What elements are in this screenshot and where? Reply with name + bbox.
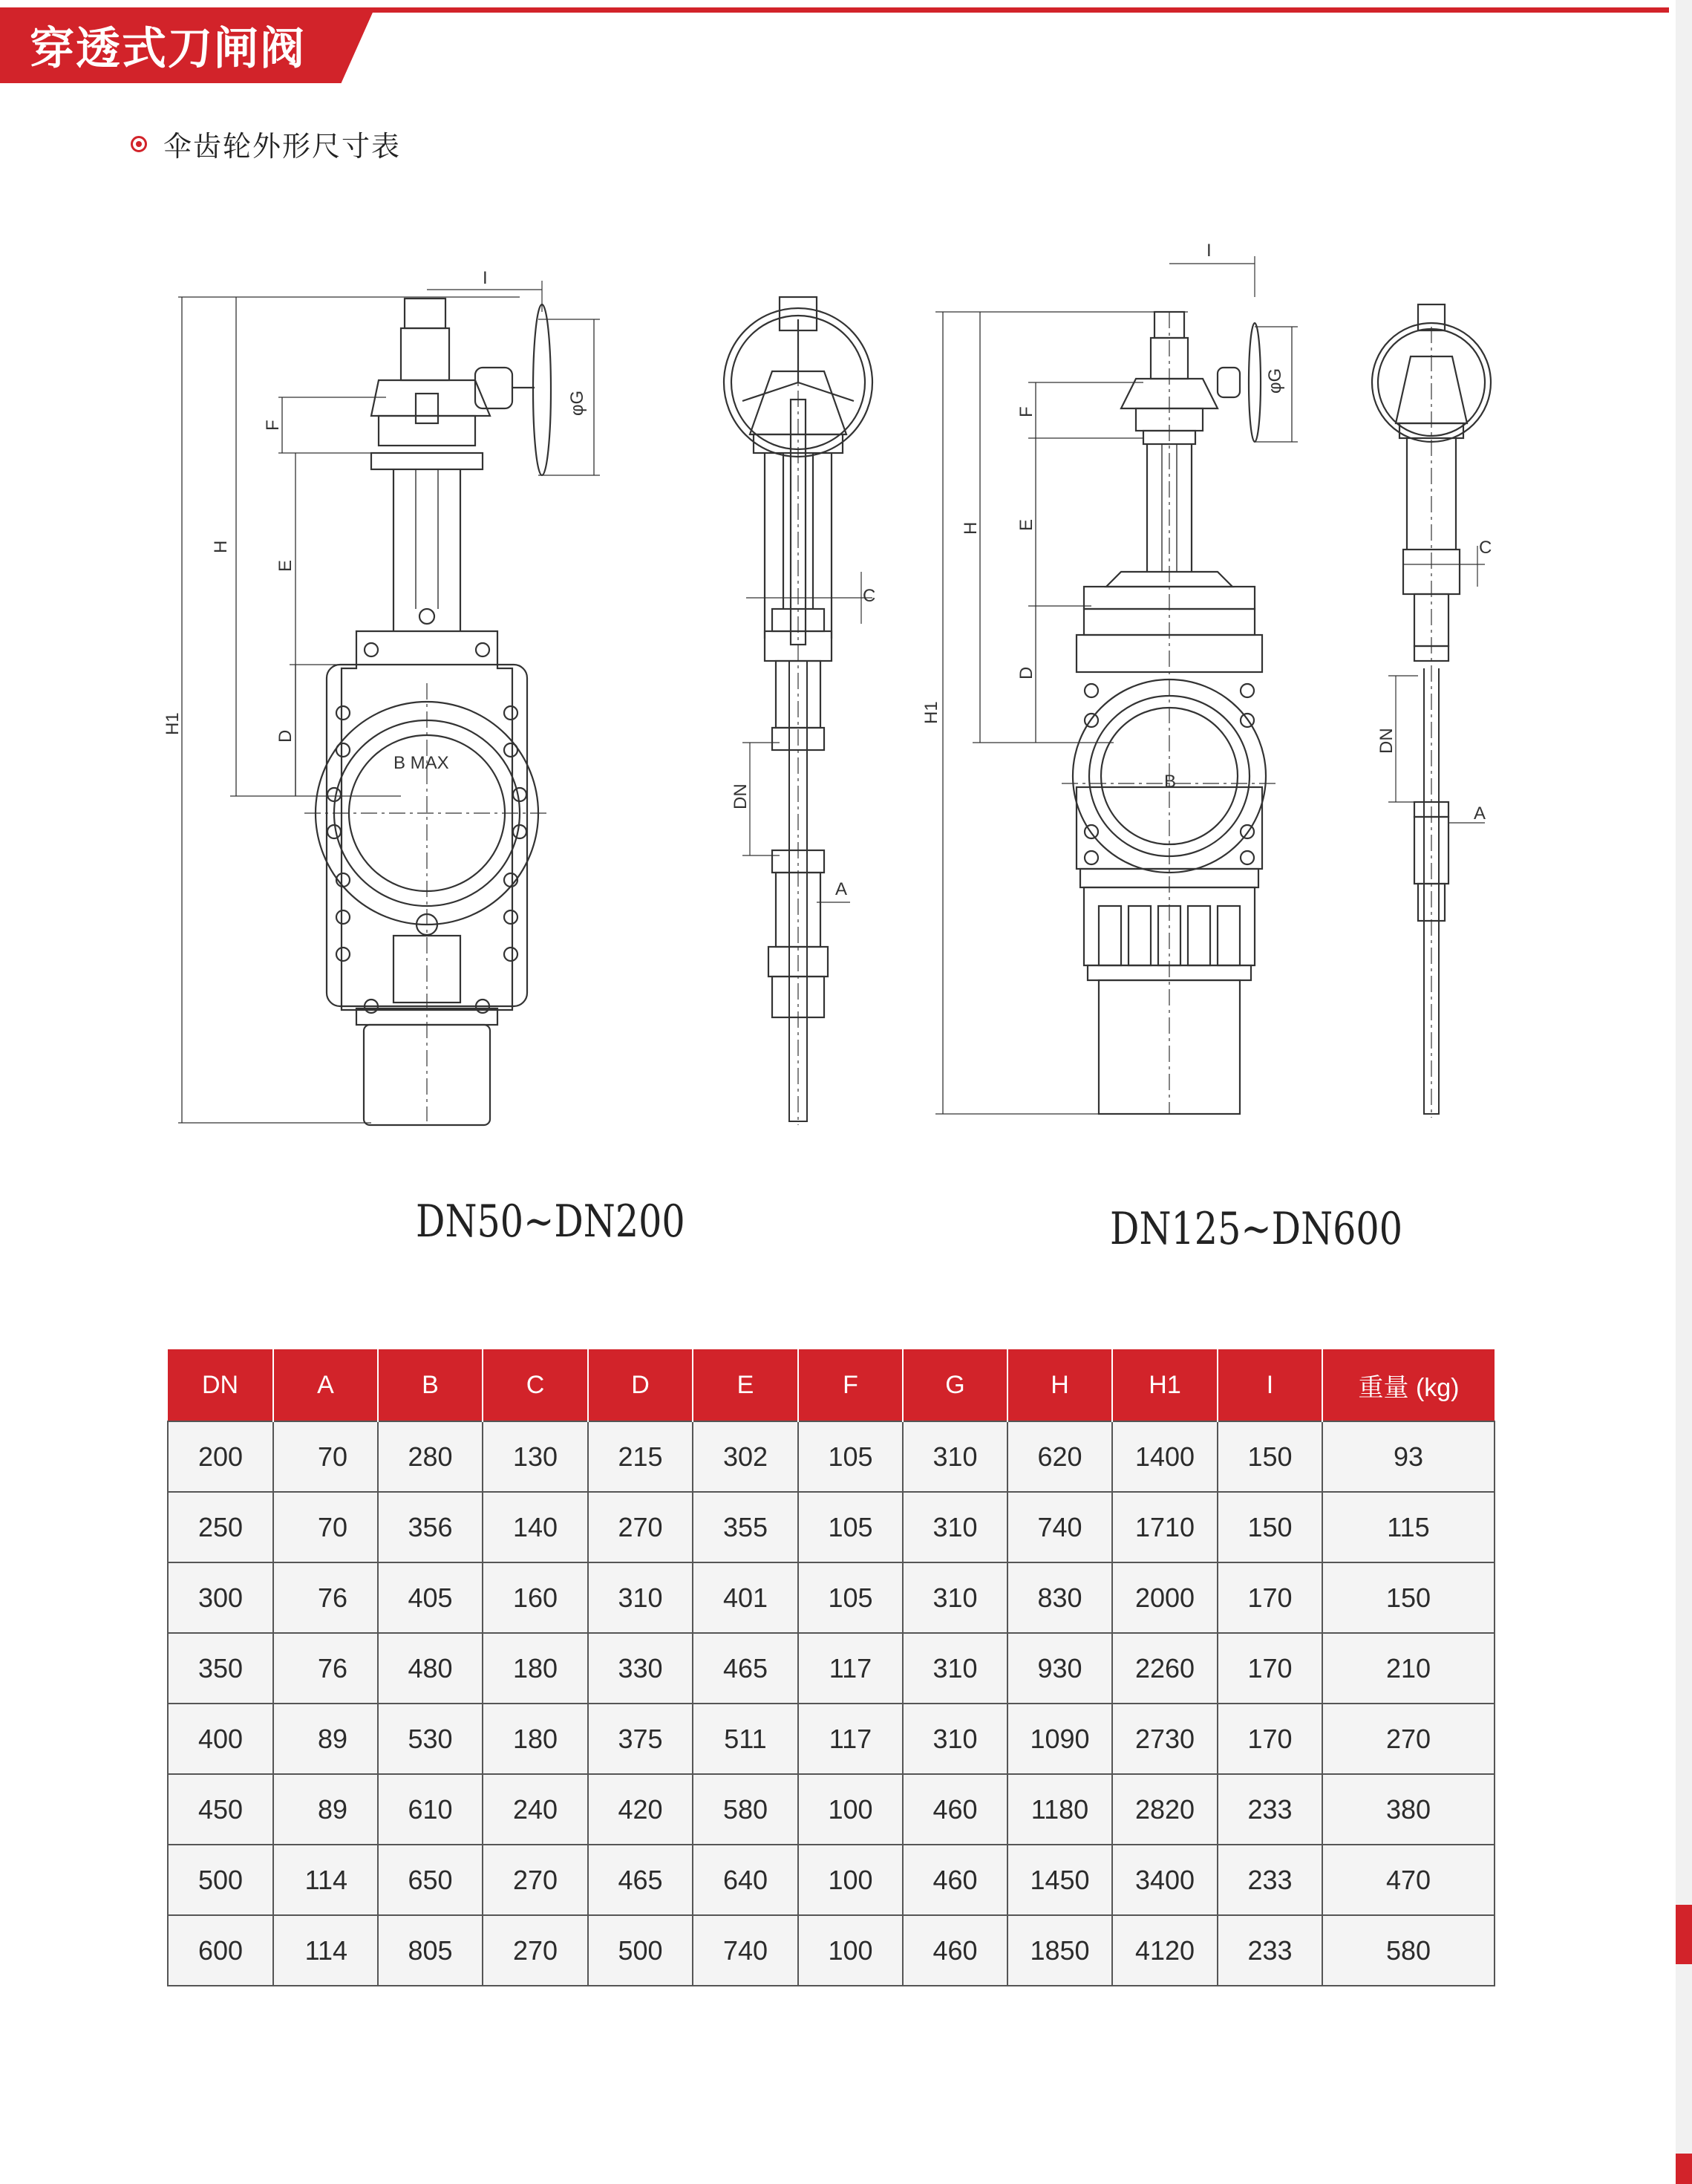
table-cell: 460 <box>903 1915 1007 1986</box>
edge-mark <box>1676 1905 1692 1964</box>
subtitle-text: 伞齿轮外形尺寸表 <box>163 130 402 163</box>
column-header: G <box>903 1349 1007 1421</box>
dim-label: B <box>1164 772 1177 792</box>
table-cell: 1850 <box>1007 1915 1112 1986</box>
dim-label: H <box>961 521 981 535</box>
table-row <box>168 1421 1495 1492</box>
table-body <box>168 1421 1495 1986</box>
table-cell: 405 <box>378 1562 483 1633</box>
column-header: B <box>378 1349 483 1421</box>
dim-label: φG <box>1265 368 1285 394</box>
dim-label: C <box>1479 538 1492 558</box>
column-header: F <box>798 1349 903 1421</box>
table-cell: 233 <box>1218 1915 1322 1986</box>
table-cell: 530 <box>378 1704 483 1774</box>
side-view-small <box>724 297 872 1125</box>
table-row <box>168 1845 1495 1915</box>
table-cell: 105 <box>798 1492 903 1562</box>
table-cell: 375 <box>588 1704 693 1774</box>
table-cell: 115 <box>1322 1492 1495 1562</box>
table-cell: 470 <box>1322 1845 1495 1915</box>
dim-label: I <box>483 268 488 288</box>
ring-bullet-icon <box>131 136 147 152</box>
table-cell: 640 <box>693 1845 798 1915</box>
table-cell: 401 <box>693 1562 798 1633</box>
column-header: A <box>273 1349 378 1421</box>
table-cell: 1450 <box>1007 1845 1112 1915</box>
table-cell: 740 <box>1007 1492 1112 1562</box>
table-cell: 400 <box>168 1704 273 1774</box>
dim-label: φG <box>567 390 587 416</box>
table-cell: 170 <box>1218 1562 1322 1633</box>
table-cell: 500 <box>588 1915 693 1986</box>
table-cell: 2260 <box>1112 1633 1218 1704</box>
dim-label: A <box>1474 803 1486 824</box>
table-cell: 4120 <box>1112 1915 1218 1986</box>
table-cell: 100 <box>798 1845 903 1915</box>
table-cell: 117 <box>798 1704 903 1774</box>
table-cell: 117 <box>798 1633 903 1704</box>
column-header: H1 <box>1112 1349 1218 1421</box>
table-cell: 270 <box>483 1845 588 1915</box>
front-view-small <box>178 281 600 1125</box>
table-cell: 420 <box>588 1774 693 1845</box>
table-row <box>168 1562 1495 1633</box>
column-header: I <box>1218 1349 1322 1421</box>
column-header: H <box>1007 1349 1112 1421</box>
table-cell: 76 <box>273 1633 378 1704</box>
edge-mark <box>1676 2154 1692 2184</box>
dim-label: F <box>263 420 283 431</box>
table-cell: 270 <box>483 1915 588 1986</box>
dimension-table <box>167 1349 1495 1986</box>
table-cell: 480 <box>378 1633 483 1704</box>
table-cell: 280 <box>378 1421 483 1492</box>
table-cell: 180 <box>483 1633 588 1704</box>
table-cell: 76 <box>273 1562 378 1633</box>
right-edge-strip <box>1676 0 1692 2184</box>
table-cell: 310 <box>903 1633 1007 1704</box>
table-cell: 233 <box>1218 1845 1322 1915</box>
table-cell: 170 <box>1218 1704 1322 1774</box>
table-cell: 233 <box>1218 1774 1322 1845</box>
table-cell: 210 <box>1322 1633 1495 1704</box>
table-row <box>168 1633 1495 1704</box>
table-cell: 150 <box>1322 1562 1495 1633</box>
table-cell: 2820 <box>1112 1774 1218 1845</box>
front-view-large <box>935 256 1298 1114</box>
column-header: 重量 (kg) <box>1322 1349 1495 1421</box>
table-cell: 300 <box>168 1562 273 1633</box>
dim-label: DN <box>731 783 751 809</box>
dim-label: F <box>1016 406 1036 417</box>
table-cell: 200 <box>168 1421 273 1492</box>
table-cell: 310 <box>903 1562 1007 1633</box>
table-cell: 270 <box>1322 1704 1495 1774</box>
dim-label: E <box>1016 518 1036 531</box>
side-view-large <box>1372 304 1491 1118</box>
table-cell: 310 <box>903 1704 1007 1774</box>
table-cell: 620 <box>1007 1421 1112 1492</box>
dim-label: H <box>211 540 231 553</box>
valve-drawings <box>0 223 1669 1151</box>
header-bar <box>0 0 1669 92</box>
drawing-caption-large: DN125~DN600 <box>1110 1203 1403 1255</box>
section-subtitle <box>131 123 401 164</box>
table-cell: 580 <box>693 1774 798 1845</box>
table-cell: 930 <box>1007 1633 1112 1704</box>
table-cell: 100 <box>798 1774 903 1845</box>
table-cell: 350 <box>168 1633 273 1704</box>
column-header: DN <box>168 1349 273 1421</box>
table-cell: 93 <box>1322 1421 1495 1492</box>
dim-label: B MAX <box>393 753 449 773</box>
table-cell: 215 <box>588 1421 693 1492</box>
table-cell: 114 <box>273 1845 378 1915</box>
table-header-row <box>168 1349 1495 1421</box>
table-cell: 180 <box>483 1704 588 1774</box>
table-cell: 465 <box>693 1633 798 1704</box>
table-cell: 310 <box>588 1562 693 1633</box>
table-cell: 500 <box>168 1845 273 1915</box>
dim-label: A <box>835 879 848 899</box>
table-cell: 380 <box>1322 1774 1495 1845</box>
table-cell: 355 <box>693 1492 798 1562</box>
dim-label: E <box>275 559 295 572</box>
dim-label: D <box>1016 666 1036 679</box>
table-cell: 1710 <box>1112 1492 1218 1562</box>
table-cell: 740 <box>693 1915 798 1986</box>
table-cell: 114 <box>273 1915 378 1986</box>
table-cell: 70 <box>273 1421 378 1492</box>
table-cell: 250 <box>168 1492 273 1562</box>
table-cell: 302 <box>693 1421 798 1492</box>
table-row <box>168 1704 1495 1774</box>
table-cell: 460 <box>903 1845 1007 1915</box>
table-cell: 150 <box>1218 1492 1322 1562</box>
table-cell: 1400 <box>1112 1421 1218 1492</box>
table-cell: 3400 <box>1112 1845 1218 1915</box>
table-cell: 600 <box>168 1915 273 1986</box>
table-cell: 610 <box>378 1774 483 1845</box>
column-header: E <box>693 1349 798 1421</box>
table-cell: 465 <box>588 1845 693 1915</box>
table-cell: 511 <box>693 1704 798 1774</box>
table-cell: 240 <box>483 1774 588 1845</box>
table-cell: 2730 <box>1112 1704 1218 1774</box>
table-row <box>168 1915 1495 1986</box>
table-cell: 70 <box>273 1492 378 1562</box>
table-cell: 130 <box>483 1421 588 1492</box>
table-cell: 89 <box>273 1774 378 1845</box>
table-cell: 450 <box>168 1774 273 1845</box>
dim-label: H1 <box>921 701 941 724</box>
table-row <box>168 1492 1495 1562</box>
table-cell: 160 <box>483 1562 588 1633</box>
table-cell: 105 <box>798 1562 903 1633</box>
table-cell: 330 <box>588 1633 693 1704</box>
table-cell: 1090 <box>1007 1704 1112 1774</box>
table-cell: 170 <box>1218 1633 1322 1704</box>
table-cell: 310 <box>903 1492 1007 1562</box>
table-cell: 89 <box>273 1704 378 1774</box>
table-cell: 2000 <box>1112 1562 1218 1633</box>
table-cell: 1180 <box>1007 1774 1112 1845</box>
drawing-caption-small: DN50~DN200 <box>416 1196 685 1248</box>
table-cell: 310 <box>903 1421 1007 1492</box>
table-cell: 270 <box>588 1492 693 1562</box>
dim-label: C <box>863 586 876 606</box>
table-cell: 830 <box>1007 1562 1112 1633</box>
column-header: C <box>483 1349 588 1421</box>
table-cell: 140 <box>483 1492 588 1562</box>
dim-label: DN <box>1376 728 1397 754</box>
page-title: 穿透式刀闸阀 <box>30 23 306 75</box>
table-row <box>168 1774 1495 1845</box>
table-cell: 460 <box>903 1774 1007 1845</box>
dim-label: D <box>275 729 295 743</box>
table-cell: 356 <box>378 1492 483 1562</box>
table-cell: 650 <box>378 1845 483 1915</box>
valve-drawing-svg <box>0 223 1669 1151</box>
table-cell: 150 <box>1218 1421 1322 1492</box>
table-cell: 105 <box>798 1421 903 1492</box>
dim-label: I <box>1206 241 1212 261</box>
dim-label: H1 <box>163 712 183 735</box>
column-header: D <box>588 1349 693 1421</box>
table-cell: 100 <box>798 1915 903 1986</box>
table-cell: 580 <box>1322 1915 1495 1986</box>
table-cell: 805 <box>378 1915 483 1986</box>
